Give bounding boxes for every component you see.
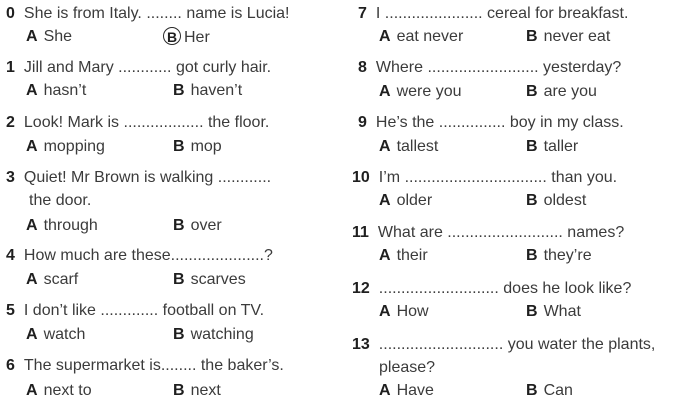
option-b[interactable] [173,270,246,290]
option-letter: A [26,382,38,399]
question-text: I’m ................................ than you. [378,169,618,186]
option-letter: A [26,82,38,99]
question-text: What are .......................... names? [377,224,625,241]
option-b[interactable] [173,81,242,101]
option-a[interactable] [379,191,432,211]
question-text-continued: the door. [29,192,92,209]
question-number: 6 [6,357,15,374]
option-b[interactable] [526,246,592,266]
option-text: are you [543,83,597,100]
question-text: I ...................... cereal for breakfast. [375,5,629,22]
option-a[interactable] [26,381,92,401]
option-a[interactable] [26,325,85,345]
question-number: 2 [6,114,15,131]
option-text: next [190,382,221,399]
option-a[interactable] [379,137,438,157]
option-letter: B [173,217,185,234]
option-letter: B [173,382,185,399]
option-a[interactable] [379,302,429,322]
option-text: hasn’t [43,82,87,99]
option-a[interactable] [379,246,428,266]
question-number: 7 [358,5,367,22]
option-text: eat never [396,28,464,45]
option-letter: A [379,247,391,264]
option-letter: A [379,303,391,320]
option-text: next to [43,382,92,399]
option-text: mop [190,138,222,155]
option-a[interactable] [26,216,98,236]
option-a[interactable] [379,27,463,47]
option-text: haven’t [190,82,243,99]
option-letter: B [526,138,538,155]
option-text: through [43,217,98,234]
question-number: 9 [358,114,367,131]
option-letter: B [526,247,538,264]
option-text: tallest [396,138,439,155]
option-letter: B [526,382,538,399]
option-a[interactable] [26,27,72,47]
option-text: oldest [543,192,587,209]
option-text: Her [184,29,210,46]
option-letter: B [526,192,538,209]
option-text: Have [396,382,434,399]
option-b[interactable] [173,137,222,157]
question-number: 12 [352,280,370,297]
option-b[interactable] [173,381,221,401]
option-text: What [543,303,581,320]
question-text: Quiet! Mr Brown is walking ............ [23,169,272,186]
question-text: How much are these.....................? [23,247,273,264]
option-letter: B [526,303,538,320]
option-text: they’re [543,247,592,264]
question-number: 4 [6,247,15,264]
option-letter: A [26,28,38,45]
option-text: watching [190,326,254,343]
option-text: taller [543,138,579,155]
option-b[interactable] [173,325,254,345]
option-letter: B [526,28,538,45]
question-number: 5 [6,302,15,319]
question-number: 0 [6,5,15,22]
option-letter: A [379,28,391,45]
question-text: Look! Mark is .................. the floor. [23,114,270,131]
question-text: He’s the ............... boy in my class. [375,114,624,131]
question-text: Jill and Mary ............ got curly hair. [23,59,272,76]
option-text: mopping [43,138,105,155]
question-number: 10 [352,169,370,186]
option-letter: A [379,138,391,155]
question-number: 11 [352,224,369,241]
option-a[interactable] [379,381,434,401]
question-number: 3 [6,169,15,186]
option-text: How [396,303,429,320]
option-letter: B [173,326,185,343]
option-b[interactable] [526,191,586,211]
option-b[interactable] [526,137,578,157]
question-text: I don’t like ............. football on TV. [23,302,265,319]
option-letter: B [173,138,185,155]
option-a[interactable] [379,82,461,102]
circled-answer-icon: B [163,27,181,45]
option-text: were you [396,83,462,100]
option-letter: B [173,82,185,99]
question-number: 13 [352,336,370,353]
question-number: 1 [6,59,15,76]
option-a[interactable] [26,270,78,290]
option-letter: A [26,217,38,234]
option-letter: A [26,138,38,155]
option-a[interactable] [26,81,86,101]
option-text: their [396,247,428,264]
option-b[interactable] [173,216,222,236]
option-letter: A [26,271,38,288]
option-letter: A [26,326,38,343]
question-text: ............................ you water the plants, [378,336,656,353]
question-text: The supermarket is........ the baker’s. [23,357,284,374]
question-number: 8 [358,59,367,76]
option-letter: B [173,271,185,288]
question-text-continued: please? [379,359,436,376]
option-a[interactable] [26,137,105,157]
option-text: She [43,28,73,45]
option-text: watch [43,326,86,343]
option-text: older [396,192,433,209]
option-text: Can [543,382,573,399]
option-b[interactable] [526,381,573,401]
option-letter: A [379,192,391,209]
option-text: scarves [190,271,246,288]
question-text: Where ......................... yesterday? [375,59,622,76]
option-letter: A [379,83,391,100]
option-text: scarf [43,271,79,288]
option-b[interactable] [526,302,581,322]
option-b[interactable] [526,82,597,102]
option-text: never eat [543,28,611,45]
question-text: ........................... does he look like? [378,280,632,297]
option-letter: A [379,382,391,399]
option-letter: B [526,83,538,100]
option-b-circled[interactable] [163,27,210,48]
option-b[interactable] [526,27,610,47]
option-text: over [190,217,222,234]
question-text: She is from Italy. ........ name is Lucia! [23,5,290,22]
